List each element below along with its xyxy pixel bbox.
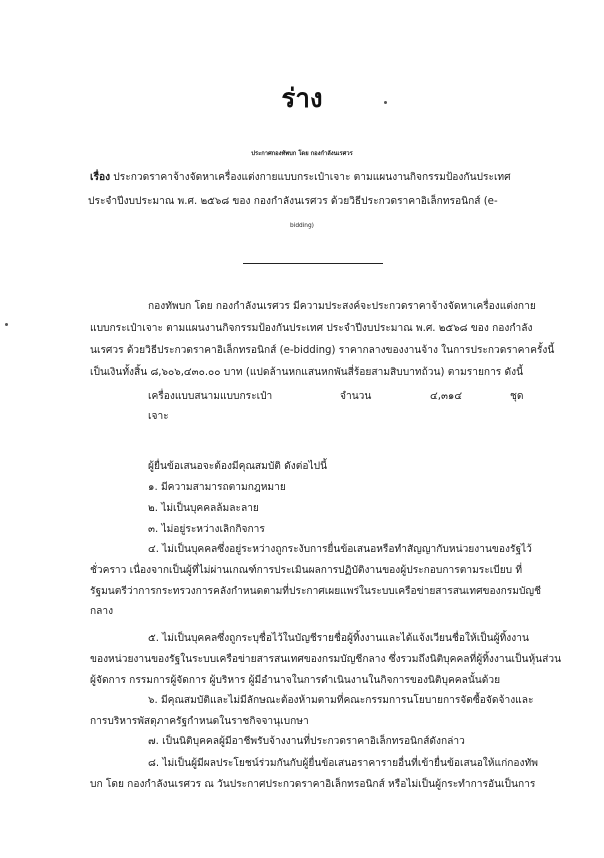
subject-line-3: bidding) [290,223,314,229]
subject-label: เรื่อง [90,172,111,183]
qualification-4-line-1: ๔. ไม่เป็นบุคคลซึ่งอยู่ระหว่างถูกระงับการยื่นข้อเสนอหรือทำสัญญากับหน่วยงานของรัฐไว้ [148,544,532,555]
qualification-4-line-3: รัฐมนตรีว่าการกระทรวงการคลังกำหนดตามที่ประกาศเผยแพร่ในระบบเครือข่ายสารสนเทศของกรมบัญชี [90,586,542,597]
subject-line-2: ประจำปีงบประมาณ พ.ศ. ๒๕๖๘ ของ กองกำลังนเรศวร ด้วยวิธีประกวดราคาอิเล็กทรอนิกส์ (e- [88,196,498,207]
intro-line-4: เป็นเงินทั้งสิ้น ๘,๖๐๖,๔๓๐.๐๐ บาท (แปดล้านหกแสนหกพันสี่ร้อยสามสิบบาทถ้วน) ตามรายการ ดังนี้ [90,367,524,378]
qualification-4-line-2: ชั่วคราว เนื่องจากเป็นผู้ที่ไม่ผ่านเกณฑ์การประเมินผลการปฏิบัติงานของผู้ประกอบการตามระเบียบ ที่ [90,565,523,576]
item-name-line-1: เครื่องแบบสนามแบบกระเป๋า [148,391,273,402]
qualification-1: ๑. มีความสามารถตามกฎหมาย [148,482,286,493]
qualification-5-line-3: ผู้จัดการ กรรมการผู้จัดการ ผู้บริหาร ผู้มีอำนาจในการดำเนินงานในกิจการของนิติบุคคลนั้นด้วย [90,675,501,686]
qualifications-heading: ผู้ยื่นข้อเสนอจะต้องมีคุณสมบัติ ดังต่อไปนี้ [148,461,328,472]
item-unit: ชุด [510,391,524,402]
qualification-6-line-2: การบริหารพัสดุภาครัฐกำหนดในราชกิจจานุเบกษา [90,716,309,727]
qualification-5-line-2: ของหน่วยงานของรัฐในระบบเครือข่ายสารสนเทศของกรมบัญชีกลาง ซึ่งรวมถึงนิติบุคคลที่ผู้ทิ้งงานเป็นหุ้นส่วน [90,654,562,665]
qualification-7: ๗. เป็นนิติบุคคลผู้มีอาชีพรับจ้างงานที่ประกวดราคาอิเล็กทรอนิกส์ดังกล่าว [148,736,465,747]
item-qty-label: จำนวน [340,391,372,402]
item-qty: ๔,๓๑๔ [430,391,463,402]
subject-text-1: ประกวดราคาจ้างจัดหาเครื่องแต่งกายแบบกระเป๋าเจาะ ตามแผนงานกิจกรรมป้องกันประเทศ [113,172,511,183]
intro-line-3: นเรศวร ด้วยวิธีประกวดราคาอิเล็กทรอนิกส์ (e-bidding) ราคากลางของงานจ้าง ในการประกวดราคาครั้งนี้ [90,345,555,356]
qualification-8-line-2: บก โดย กองกำลังนเรศวร ณ วันประกาศประกวดราคาอิเล็กทรอนิกส์ หรือไม่เป็นผู้กระทำการอันเป็นการ [90,779,536,790]
item-name-line-2: เจาะ [148,411,169,422]
qualification-3: ๓. ไม่อยู่ระหว่างเลิกกิจการ [148,524,265,535]
scan-speck [5,323,8,326]
scan-speck [384,101,387,104]
subject-line-1 [90,171,511,185]
qualification-5-line-1: ๕. ไม่เป็นบุคคลซึ่งถูกระบุชื่อไว้ในบัญชีรายชื่อผู้ทิ้งงานและได้แจ้งเวียนชื่อให้เป็นผู้ทิ้งงาน [148,633,529,644]
intro-line-1: กองทัพบก โดย กองกำลังนเรศวร มีความประสงค์จะประกวดราคาจ้างจัดหาเครื่องแต่งกาย [148,301,536,312]
header-divider [243,263,383,264]
qualification-2: ๒. ไม่เป็นบุคคลล้มละลาย [148,503,259,514]
intro-line-2: แบบกระเป๋าเจาะ ตามแผนงานกิจกรรมป้องกันประเทศ ประจำปีงบประมาณ พ.ศ. ๒๕๖๘ ของ กองกำลัง [90,323,533,334]
qualification-8-line-1: ๘. ไม่เป็นผู้มีผลประโยชน์ร่วมกันกับผู้ยื่นข้อเสนอราคารายอื่นที่เข้ายื่นข้อเสนอให้แก่กองทัพ [148,758,538,769]
announcement-issuer: ประกาศกองทัพบก โดย กองกำลังนเรศวร [251,151,353,157]
draft-stamp: ร่าง [281,84,323,114]
qualification-4-line-4: กลาง [90,606,114,617]
qualification-6-line-1: ๖. มีคุณสมบัติและไม่มีลักษณะต้องห้ามตามที่คณะกรรมการนโยบายการจัดซื้อจัดจ้างและ [148,695,534,706]
